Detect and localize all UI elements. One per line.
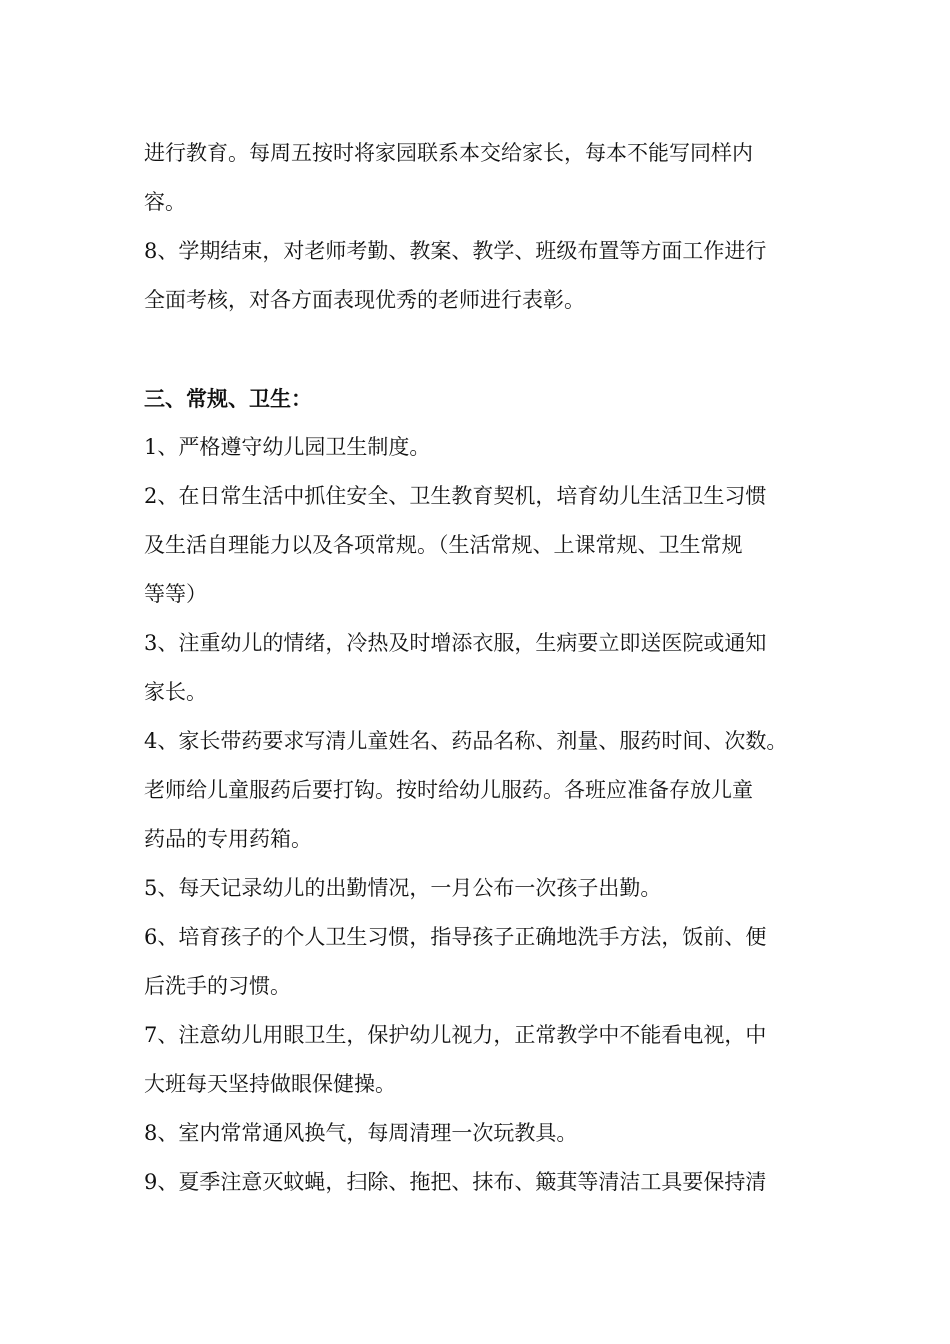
section-spacer [144,325,844,374]
paragraph-line: 3、注重幼儿的情绪，冷热及时增添衣服，生病要立即送医院或通知 [144,631,767,655]
paragraph-line: 及生活自理能力以及各项常规。（生活常规、上课常规、卫生常规 [144,533,743,557]
paragraph-line: 后洗手的习惯。 [144,974,291,998]
paragraph-line: 7、注意幼儿用眼卫生，保护幼儿视力，正常教学中不能看电视，中 [144,1023,767,1047]
paragraph-line: 家长。 [144,680,207,704]
paragraph-line: 2、在日常生活中抓住安全、卫生教育契机，培育幼儿生活卫生习惯 [144,484,767,508]
section-heading: 三、常规、卫生： [144,386,312,411]
paragraph-line: 4、家长带药要求写清儿童姓名、药品名称、剂量、服药时间、次数。 [144,729,788,753]
paragraph-line: 1、严格遵守幼儿园卫生制度。 [144,435,431,459]
paragraph-line: 药品的专用药箱。 [144,827,312,851]
paragraph-line: 6、培育孩子的个人卫生习惯，指导孩子正确地洗手方法，饭前、便 [144,925,767,949]
paragraph-line: 9、夏季注意灭蚊蝇，扫除、拖把、抹布、簸萁等清洁工具要保持清 [144,1170,767,1194]
paragraph-line: 大班每天坚持做眼保健操。 [144,1072,396,1096]
document-body [144,129,844,1207]
paragraph-line: 全面考核，对各方面表现优秀的老师进行表彰。 [144,288,585,312]
paragraph-line: 进行教育。每周五按时将家园联系本交给家长，每本不能写同样内 [144,141,753,165]
paragraph-line: 8、学期结束，对老师考勤、教案、教学、班级布置等方面工作进行 [144,239,767,263]
paragraph-line: 容。 [144,190,186,214]
paragraph-line: 5、每天记录幼儿的出勤情况，一月公布一次孩子出勤。 [144,876,662,900]
paragraph-line: 老师给儿童服药后要打钩。按时给幼儿服药。各班应准备存放儿童 [144,778,753,802]
paragraph-line: 等等） [144,582,207,606]
paragraph-line: 8、室内常常通风换气，每周清理一次玩教具。 [144,1121,578,1145]
